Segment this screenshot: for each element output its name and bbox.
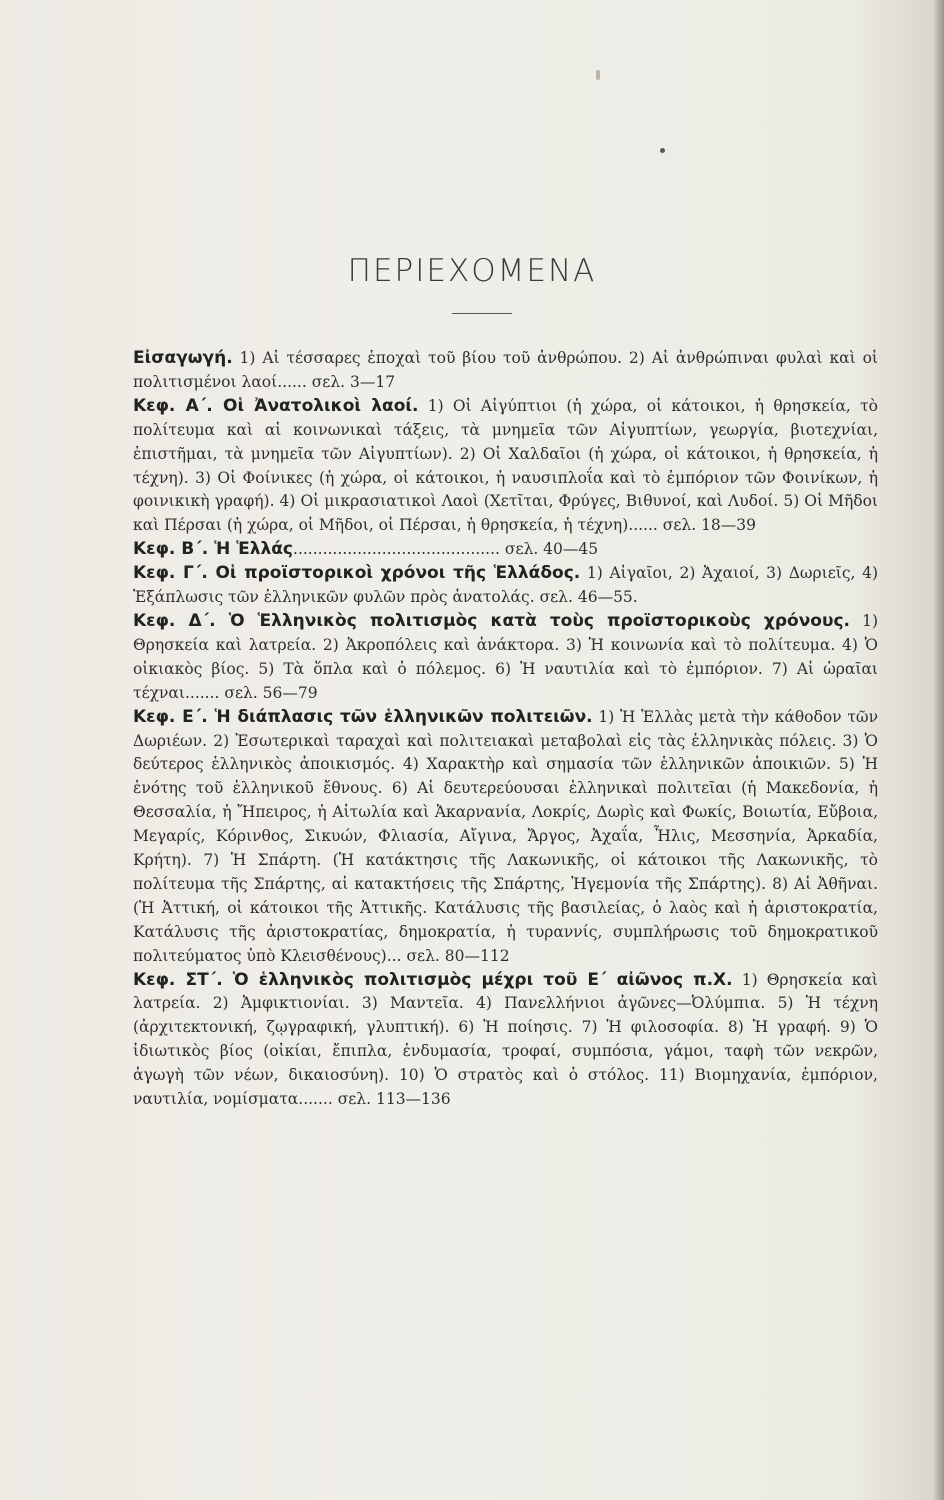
ink-speck bbox=[596, 70, 600, 80]
toc-pages: σελ. 18—39 bbox=[662, 516, 757, 535]
toc-heading: Κεφ. Ε΄. Ἡ διάπλασις τῶν ἑλληνικῶν πολιτειῶν. bbox=[133, 706, 593, 727]
toc-heading: Κεφ. Δ΄. Ὁ Ἑλληνικὸς πολιτισμὸς κατὰ τοὺς προϊστορικοὺς χρόνους. bbox=[133, 610, 850, 631]
toc-pages: σελ. 3—17 bbox=[311, 372, 396, 391]
toc-body: 1) Αἱ τέσσαρες ἐποχαὶ τοῦ βίου τοῦ ἀνθρώπου. 2) Αἱ ἀνθρώπιναι φυλαὶ καὶ οἱ πολιτισμένοι λαοί bbox=[133, 349, 878, 391]
toc-entry-intro: Εἰσαγωγή. 1) Αἱ τέσσαρες ἐποχαὶ τοῦ βίου τοῦ ἀνθρώπου. 2) Αἱ ἀνθρώπιναι φυλαὶ καὶ οἱ πολιτισμένοι λαοί...... σελ. 3—17 bbox=[133, 348, 878, 391]
table-of-contents bbox=[133, 347, 878, 1112]
toc-heading: Εἰσαγωγή. bbox=[133, 348, 233, 368]
toc-entry-ch-a: Κεφ. Α΄. Οἱ Ἀνατολικοὶ λαοί. 1) Οἱ Αἰγύπτιοι (ἡ χώρα, οἱ κάτοικοι, ἡ θρησκεία, τὸ πολίτευμα καὶ αἱ κοινωνικαὶ τάξεις, τὰ μνημεῖα τῶν Αἰγυπτίων, γεωργία, βιοτεχνίαι, ἐπιστῆμαι, τὰ μνημεῖα τῶν Αἰγυπτίων). 2) Οἱ Χαλδαῖοι (ἡ χώρα, οἱ κάτοικοι, ἡ θρησκεία, ἡ τέχνη). 3) Οἱ Φοίνικες (ἡ χώρα, οἱ κάτοικοι, ἡ ναυσιπλοΐα καὶ τὸ ἐμπόριον τῶν Φοινίκων, ἡ φοινικικὴ γραφή). 4) Οἱ μικρασιατικοὶ Λαοὶ (Χετῖται, Φρύγες, Βιθυνοί, καὶ Λυδοί. 5) Οἱ Μῆδοι καὶ Πέρσαι (ἡ χώρα, οἱ Μῆδοι, οἱ Πέρσαι, ἡ θρησκεία, ἡ τέχνη)...... σελ. 18—39 bbox=[133, 395, 878, 535]
page-edge-shadow bbox=[934, 0, 944, 1500]
toc-entry-ch-b: Κεφ. Β΄. Ἡ Ἑλλάς.......................................... σελ. 40—45 bbox=[133, 539, 599, 560]
toc-entry-ch-st: Κεφ. ΣΤ΄. Ὁ ἑλληνικὸς πολιτισμὸς μέχρι τοῦ Ε΄ αἰῶνος π.Χ. 1) Θρησκεία καὶ λατρεία. 2) Ἀμφικτιονίαι. 3) Μαντεῖα. 4) Πανελλήνιοι ἀγῶνες—Ὀλύμπια. 5) Ἡ τέχνη (ἀρχιτεκτονική, ζῳγραφική, γλυπτική). 6) Ἡ ποίησις. 7) Ἡ φιλοσοφία. 8) Ἡ γραφή. 9) Ὁ ἰδιωτικὸς βίος (οἰκίαι, ἔπιπλα, ἐνδυμασία, τροφαί, συμπόσια, γάμοι, ταφὴ τῶν νεκρῶν, ἀγωγὴ τῶν νέων, δικαιοσύνη). 10) Ὁ στρατὸς καὶ ὁ στόλος. 11) Βιομηχανία, ἐμπόριον, ναυτιλία, νομίσματα....... σελ. 113—136 bbox=[133, 969, 878, 1109]
toc-body: 1) Θρησκεία καὶ λατρεία. 2) Ἀμφικτιονίαι. 3) Μαντεῖα. 4) Πανελλήνιοι ἀγῶνες—Ὀλύμπια. 5) Ἡ τέχνη (ἀρχιτεκτονική, ζῳγραφική, γλυπτική). 6) Ἡ ποίησις. 7) Ἡ φιλοσοφία. 8) Ἡ γραφή. 9) Ὁ ἰδιωτικὸς βίος (οἰκίαι, ἔπιπλα, ἐνδυμασία, τροφαί, συμπόσια, γάμοι, ταφὴ τῶν νεκρῶν, ἀγωγὴ τῶν νέων, δικαιοσύνη). 10) Ὁ στρατὸς καὶ ὁ στόλος. 11) Βιομηχανία, ἐμπόριον, ναυτιλία, νομίσματα bbox=[133, 970, 878, 1109]
toc-entry-ch-c bbox=[133, 562, 878, 610]
toc-body: 1) Αἰγαῖοι, 2) Ἀχαιοί, 3) Δωριεῖς, 4) Ἐξάπλωσις τῶν ἑλληνικῶν φυλῶν πρὸς ἀνατολάς. bbox=[133, 564, 878, 607]
toc-heading: Κεφ. Α΄. Οἱ Ἀνατολικοὶ λαοί. bbox=[133, 395, 419, 416]
toc-body: 1) Θρησκεία καὶ λατρεία. 2) Ἀκροπόλεις καὶ ἀνάκτορα. 3) Ἡ κοινωνία καὶ τὸ πολίτευμα. 4) Ὁ οἰκιακὸς βίος. 5) Τὰ ὅπλα καὶ ὁ πόλεμος. 6) Ἡ ναυτιλία καὶ τὸ ἐμπόριον. 7) Αἱ ὡραῖαι τέχναι bbox=[133, 611, 878, 702]
toc-pages: σελ. 46—55. bbox=[539, 588, 638, 607]
toc-pages: σελ. 80—112 bbox=[406, 946, 510, 965]
toc-body: 1) Οἱ Αἰγύπτιοι (ἡ χώρα, οἱ κάτοικοι, ἡ θρησκεία, τὸ πολίτευμα καὶ αἱ κοινωνικαὶ τάξεις, τὰ μνημεῖα τῶν Αἰγυπτίων, γεωργία, βιοτεχνίαι, ἐπιστῆμαι, τὰ μνημεῖα τῶν Αἰγυπτίων). 2) Οἱ Χαλδαῖοι (ἡ χώρα, οἱ κάτοικοι, ἡ θρησκεία, ἡ τέχνη). 3) Οἱ Φοίνικες (ἡ χώρα, οἱ κάτοικοι, ἡ ναυσιπλοΐα καὶ τὸ ἐμπόριον τῶν Φοινίκων, ἡ φοινικικὴ γραφή). 4) Οἱ μικρασιατικοὶ Λαοὶ (Χετῖται, Φρύγες, Βιθυνοί, καὶ Λυδοί. 5) Οἱ Μῆδοι καὶ Πέρσαι (ἡ χώρα, οἱ Μῆδοι, οἱ Πέρσαι, ἡ θρησκεία, ἡ τέχνη) bbox=[133, 396, 878, 535]
page-title: ΠΕΡΙΕΧΟΜΕΝΑ bbox=[347, 253, 597, 289]
toc-entry-ch-d: Κεφ. Δ΄. Ὁ Ἑλληνικὸς πολιτισμὸς κατὰ τοὺς προϊστορικοὺς χρόνους. 1) Θρησκεία καὶ λατρεία. 2) Ἀκροπόλεις καὶ ἀνάκτορα. 3) Ἡ κοινωνία καὶ τὸ πολίτευμα. 4) Ὁ οἰκιακὸς βίος. 5) Τὰ ὅπλα καὶ ὁ πόλεμος. 6) Ἡ ναυτιλία καὶ τὸ ἐμπόριον. 7) Αἱ ὡραῖαι τέχναι....... σελ. 56—79 bbox=[133, 610, 878, 702]
title-rule bbox=[452, 313, 512, 314]
toc-heading: Κεφ. Γ΄. Οἱ προϊστορικοὶ χρόνοι τῆς Ἑλλάδος. bbox=[133, 563, 581, 584]
ink-dot bbox=[660, 148, 665, 153]
toc-heading: Κεφ. Β΄. Ἡ Ἑλλάς bbox=[133, 539, 294, 560]
toc-body: 1) Ἡ Ἑλλὰς μετὰ τὴν κάθοδον τῶν Δωριέων. 2) Ἐσωτερικαὶ ταραχαὶ καὶ πολιτειακαὶ μεταβολαὶ εἰς τὰς ἑλληνικὰς πόλεις. 3) Ὁ δεύτερος ἑλληνικὸς ἀποικισμός. 4) Χαρακτὴρ καὶ σημασία τῶν ἑλληνικῶν ἀποικιῶν. 5) Ἡ ἑνότης τοῦ ἑλληνικοῦ ἔθνους. 6) Αἱ δευτερεύουσαι ἑλληνικαὶ πολιτεῖαι (ἡ Μακεδονία, ἡ Θεσσαλία, ἡ Ἤπειρος, ἡ Αἰτωλία καὶ Ἀκαρνανία, Λοκρίς, Δωρὶς καὶ Φωκίς, Βοιωτία, Εὔβοια, Μεγαρίς, Κόρινθος, Σικυών, Φλιασία, Αἴγινα, Ἄργος, Ἀχαΐα, Ἦλις, Μεσσηνία, Ἀρκαδία, Κρήτη). 7) Ἡ Σπάρτη. (Ἡ κατάκτησις τῆς Λακωνικῆς, οἱ κάτοικοι τῆς Λακωνικῆς, τὸ πολίτευμα τῆς Σπάρτης, αἱ κατακτήσεις τῆς Σπάρτης, Ἡγεμονία τῆς Σπάρτης). 8) Αἱ Ἀθῆναι. (Ἡ Ἀττική, οἱ κάτοικοι τῆς Ἀττικῆς. Κατάλυσις τῆς βασιλείας, ὁ λαὸς καὶ ἡ ἀριστοκρατία, Κατάλυσις τῆς ἀριστοκρατίας, δημοκρατία, ἡ τυραννίς, συμπλήρωσις τοῦ δημοκρατικοῦ πολιτεύματος ὑπὸ Κλεισθένους)... bbox=[133, 707, 878, 965]
toc-pages: σελ. 56—79 bbox=[224, 683, 318, 702]
toc-pages: σελ. 40—45 bbox=[504, 540, 599, 559]
toc-heading: Κεφ. ΣΤ΄. Ὁ ἑλληνικὸς πολιτισμὸς μέχρι τοῦ Ε΄ αἰῶνος π.Χ. bbox=[133, 969, 733, 990]
toc-pages: σελ. 113—136 bbox=[337, 1090, 451, 1109]
toc-entry-ch-e bbox=[133, 706, 878, 969]
